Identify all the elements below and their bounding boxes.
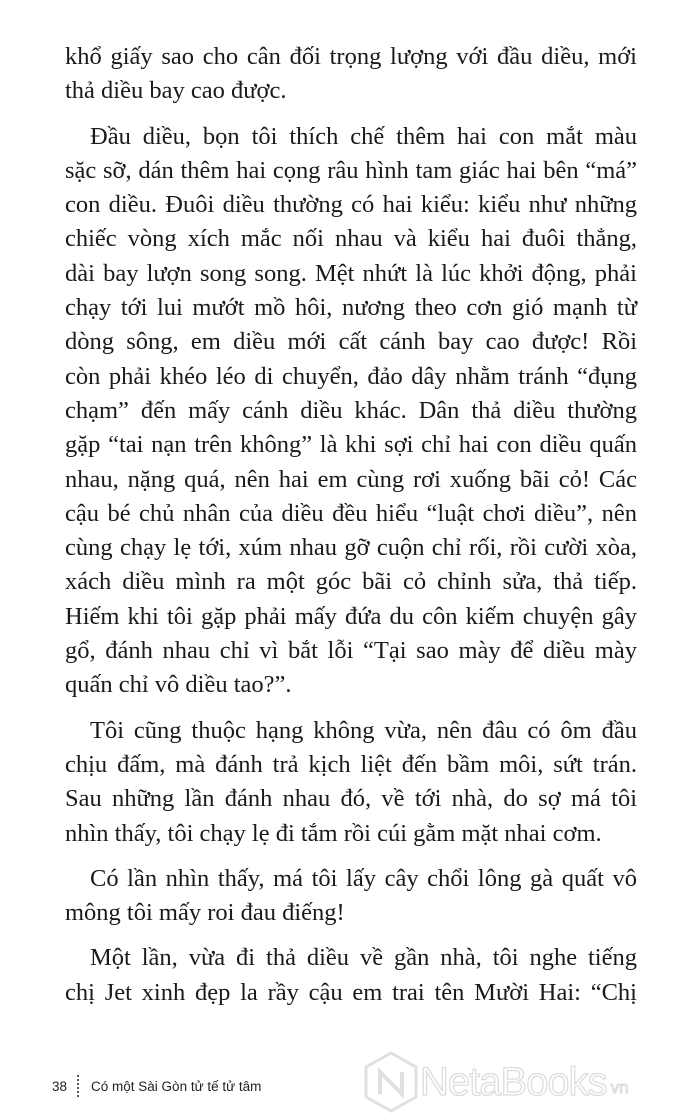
text-line: chịu đấm, mà đánh trả kịch liệt đến bầm môi, sứt trán. (65, 750, 637, 778)
paragraph (65, 714, 637, 851)
text-line: chị Jet xinh đẹp la rầy cậu em trai tên Mười Hai: “Chị (65, 978, 637, 1006)
text-line: dòng sông, em diều mới cất cánh bay cao được! Rồi (65, 328, 637, 356)
body-text (65, 40, 637, 1021)
text-line: mông tôi mấy roi đau điếng! (65, 899, 345, 927)
text-line: Sau những lần đánh nhau đó, về tới nhà, do sợ má tôi (65, 785, 637, 813)
text-line: dài bay lượn song song. Mệt nhứt là lúc khởi động, phải (65, 259, 637, 287)
paragraph (65, 862, 637, 931)
paragraph (65, 120, 637, 703)
text-line: gổ, đánh nhau chỉ vì bắt lỗi “Tại sao mày để diều mày (65, 637, 637, 665)
page-number: 38 (52, 1078, 68, 1094)
text-line: chạm” đến mấy cánh diều khác. Dân thả diều thường (65, 396, 637, 424)
watermark-brand: NetaBooks (420, 1059, 607, 1104)
netabooks-watermark (362, 1050, 629, 1114)
page-footer (52, 1075, 261, 1097)
text-line: xách diều mình ra một góc bãi cỏ chỉnh sửa, thả tiếp. (65, 568, 637, 596)
paragraph (65, 941, 637, 1010)
text-line: Đầu diều, bọn tôi thích chế thêm hai con mắt màu (90, 122, 637, 150)
text-line: nhau, nặng quá, nên hai em cùng rơi xuống bãi cỏ! Các (65, 465, 637, 493)
text-line: khổ giấy sao cho cân đối trọng lượng với đầu diều, mới (65, 43, 637, 70)
text-line: sặc sỡ, dán thêm hai cọng râu hình tam giác hai bên “má” (65, 156, 637, 184)
watermark-tld: vn (610, 1078, 629, 1097)
text-line: thả diều bay cao được. (65, 77, 287, 105)
text-line: quấn chỉ vô diều tao?”. (65, 671, 292, 699)
text-line: con diều. Đuôi diều thường có hai kiểu: kiểu như những (65, 191, 637, 219)
text-line: Tôi cũng thuộc hạng không vừa, nên đâu có ôm đầu (90, 716, 637, 744)
paragraph (65, 40, 637, 109)
text-line: chiếc vòng xích mắc nối nhau và kiểu hai đuôi thẳng, (65, 225, 637, 253)
text-line: Có lần nhìn thấy, má tôi lấy cây chổi lông gà quất vô (90, 864, 637, 892)
text-line: Hiếm khi tôi gặp phải mấy đứa du côn kiếm chuyện gây (65, 602, 637, 630)
text-line: còn phải khéo léo di chuyển, đảo dây nhằm tránh “đụng (65, 362, 637, 390)
footer-separator (77, 1075, 79, 1097)
text-line: Một lần, vừa đi thả diều về gần nhà, tôi nghe tiếng (90, 944, 637, 972)
text-line: gặp “tai nạn trên không” là khi sợi chỉ hai con diều quấn (65, 431, 637, 459)
book-title: Có một Sài Gòn tử tế tử tâm (91, 1078, 262, 1094)
text-line: cùng chạy lẹ tới, xúm nhau gỡ cuộn chỉ rối, rồi cười xòa, (65, 534, 637, 562)
netabooks-logo-icon (362, 1050, 420, 1114)
text-line: nhìn thấy, tôi chạy lẹ đi tắm rồi cúi gằm mặt nhai cơm. (65, 819, 602, 847)
text-line: chạy tới lui mướt mồ hôi, nương theo cơn gió mạnh từ (65, 294, 637, 322)
text-line: cậu bé chủ nhân của diều đều hiểu “luật chơi diều”, nên (65, 499, 637, 527)
